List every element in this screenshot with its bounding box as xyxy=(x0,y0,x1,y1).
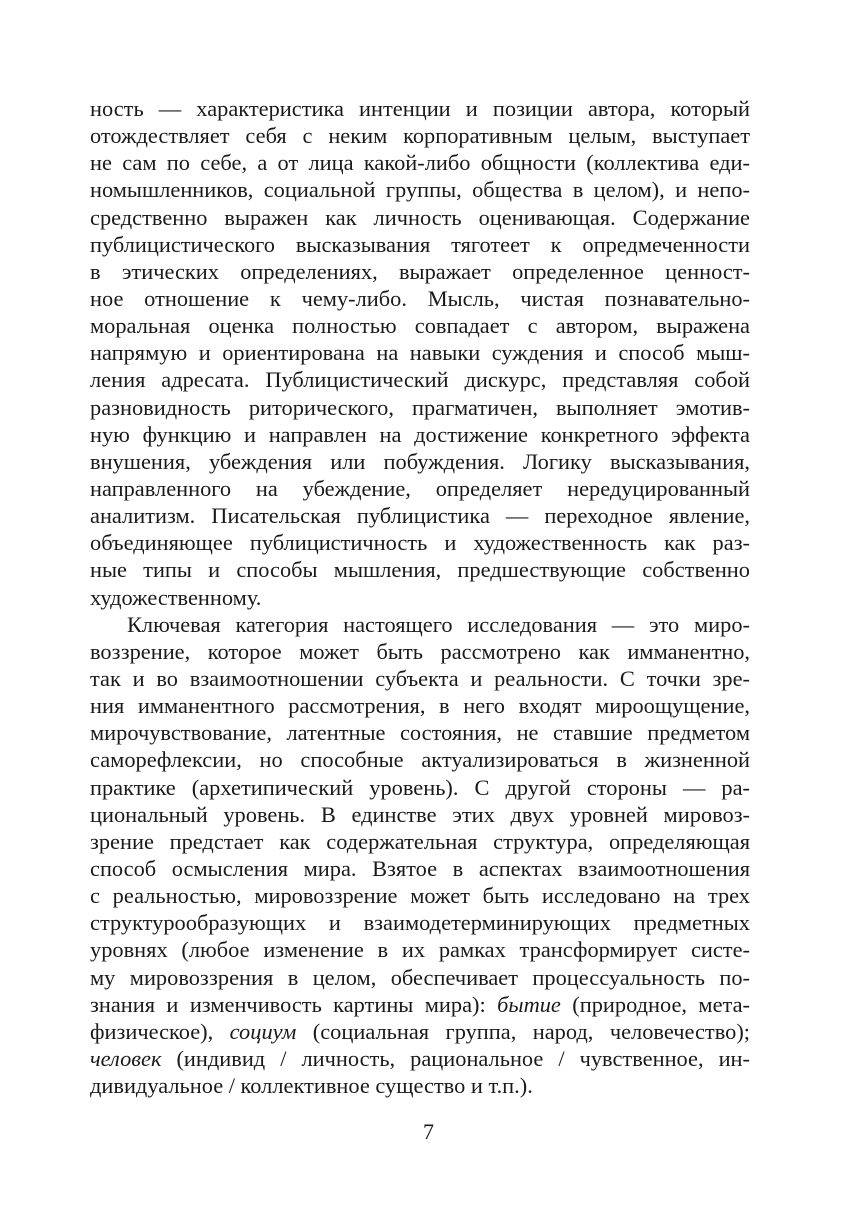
text-segment: знания и изменчивость картины мира): xyxy=(90,991,498,1017)
text-line: средственно выражен как личность оценивающая. Содержание xyxy=(90,204,750,230)
text-segment: (природное, мета- xyxy=(560,991,750,1017)
text-line: ную функцию и направлен на достижение конкретного эффекта xyxy=(90,421,750,447)
text-line: зрение предстает как содержательная структура, определяющая xyxy=(90,828,750,854)
text-line xyxy=(90,1018,750,1045)
text-line: практике (архетипический уровень). С другой стороны — ра- xyxy=(90,774,750,800)
text-line: моральная оценка полностью совпадает с автором, выражена xyxy=(90,313,750,339)
text-line: воззрение, которое может быть рассмотрено как имманентно, xyxy=(90,638,750,664)
text-line: объединяющее публицистичность и художественность как раз- xyxy=(90,530,750,556)
text-line: разновидность риторического, прагматичен, выполняет эмотив- xyxy=(90,394,750,420)
text-line: ления адресата. Публицистический дискурс, представляя собой xyxy=(90,367,750,393)
italic-term-socium: социум xyxy=(229,1018,297,1044)
text-line: ность — характеристика интенции и позиции автора, который xyxy=(90,96,750,121)
text-line: ное отношение к чему-либо. Мысль, чистая познавательно- xyxy=(90,285,750,311)
text-line: внушения, убеждения или побуждения. Логику высказывания, xyxy=(90,448,750,474)
text-line: уровнях (любое изменение в их рамках трансформирует систе- xyxy=(90,937,750,963)
text-line xyxy=(90,1045,750,1072)
text-segment: (индивид / личность, рациональное / чувственное, ин- xyxy=(161,1045,750,1071)
text-line: с реальностью, мировоззрение может быть исследовано на трех xyxy=(90,883,750,909)
text-line: циональный уровень. В единстве этих двух уровней мировоз- xyxy=(90,801,750,827)
text-line: способ осмысления мира. Взятое в аспектах взаимоотношения xyxy=(90,855,750,881)
text-line: Ключевая категория настоящего исследования — это миро- xyxy=(127,611,750,637)
text-line: напрямую и ориентирована на навыки суждения и способ мыш- xyxy=(90,340,750,366)
text-line: структурообразующих и взаимодетерминирующих предметных xyxy=(90,910,750,936)
text-segment: физическое), xyxy=(90,1018,230,1044)
text-line: публицистического высказывания тяготеет к опредмеченности xyxy=(90,231,750,257)
body-text xyxy=(90,95,750,1099)
text-line: номышленников, социальной группы, общества в целом), и непо- xyxy=(90,177,750,203)
text-line: саморефлексии, но способные актуализироваться в жизненной xyxy=(90,747,750,773)
text-line: аналитизм. Писательская публицистика — переходное явление, xyxy=(90,503,750,529)
text-line: дивидуальное / коллективное существо и т.п.). xyxy=(90,1073,533,1099)
text-line: отождествляет себя с неким корпоративным целым, выступает xyxy=(90,123,750,149)
text-line: художественному. xyxy=(90,584,262,610)
italic-term-chelovek: человек xyxy=(90,1045,162,1071)
italic-term-bytie: бытие xyxy=(497,991,561,1017)
text-line: ные типы и способы мышления, предшествующие собственно xyxy=(90,557,750,583)
text-line: не сам по себе, а от лица какой-либо общности (коллектива еди- xyxy=(90,150,750,176)
text-line: мирочувствование, латентные состояния, не ставшие предметом xyxy=(90,720,750,746)
text-line: ния имманентного рассмотрения, в него входят мироощущение, xyxy=(90,693,750,719)
paragraph-2 xyxy=(90,611,750,1100)
text-line xyxy=(90,991,750,1018)
text-line: му мировоззрения в целом, обеспечивает процессуальность по- xyxy=(90,964,750,990)
text-line: в этических определениях, выражает определенное ценност- xyxy=(90,258,750,284)
page-number: 7 xyxy=(423,1119,434,1144)
paragraph-1 xyxy=(90,95,750,611)
text-segment: (социальная группа, народ, человечество); xyxy=(296,1018,751,1044)
text-line: так и во взаимоотношении субъекта и реальности. С точки зре- xyxy=(90,665,750,691)
text-line: направленного на убеждение, определяет нередуцированный xyxy=(90,475,750,501)
